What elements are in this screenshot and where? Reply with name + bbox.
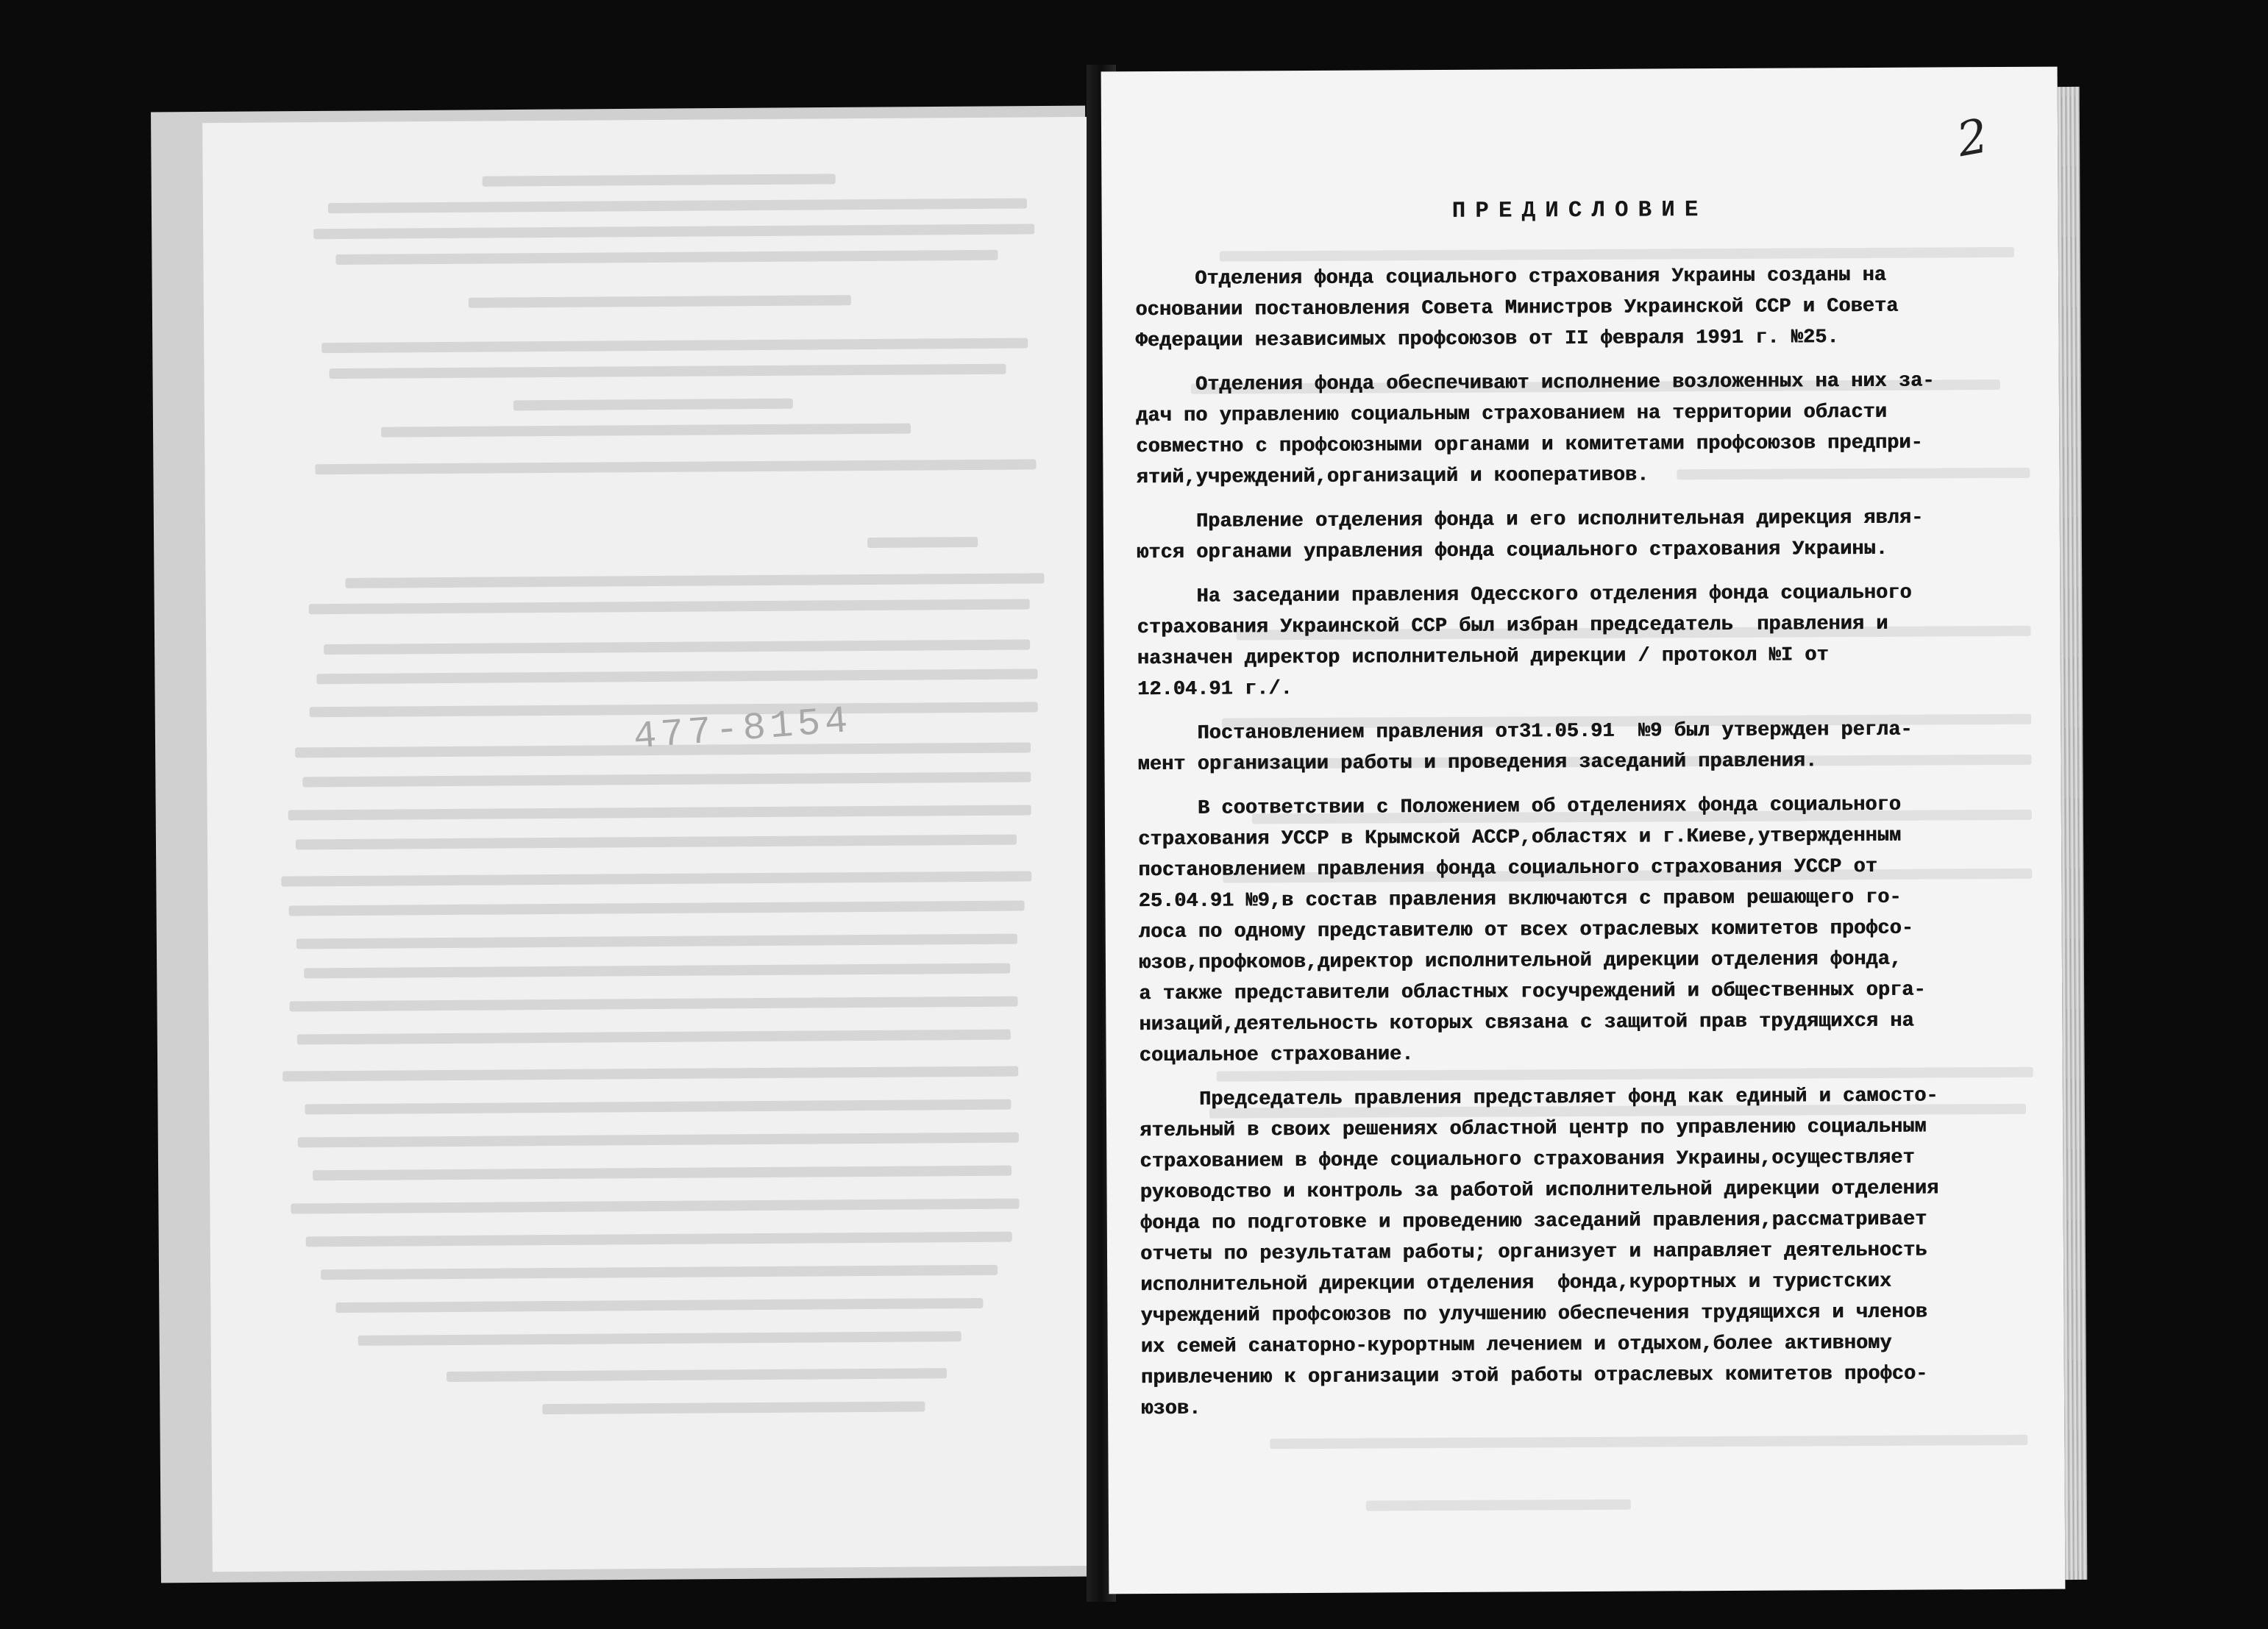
text-line: ются органами управления фонда социального страхования Украины. xyxy=(1136,538,1888,565)
text-line: дач по управлению социальным страхованием на территории области xyxy=(1135,401,1887,428)
right-page xyxy=(1101,67,2066,1594)
text-line: привлечению к организации этой работы отраслевых комитетов профсо- xyxy=(1140,1363,1928,1390)
text-line: учреждений профсоюзов по улучшению обеспечения трудящихся и членов xyxy=(1140,1301,1927,1328)
paragraph-7 xyxy=(1140,1080,2009,1425)
paragraph-4 xyxy=(1137,577,2005,705)
text-line: руководство и контроль за работой исполнительной дирекции отделения xyxy=(1140,1177,1939,1205)
text-line: назначен директор исполнительной дирекции / протокол №I от xyxy=(1137,644,1829,671)
text-line: страхования УССР в Крымской АССР,областях и г.Киеве,утвержденным xyxy=(1137,824,1902,852)
text-line: исполнительной дирекции отделения фонда,курортных и туристских xyxy=(1140,1270,1892,1297)
text-line: постановлением правления фонда социального страхования УССР от xyxy=(1138,855,1877,883)
text-line: юзов. xyxy=(1141,1397,1201,1421)
left-page-show-through-text xyxy=(202,117,1114,1572)
text-line: Председатель правления представляет фонд как единый и самосто- xyxy=(1139,1085,1938,1112)
text-line: 25.04.91 №9,в состав правления включаются с правом решающего го- xyxy=(1138,886,1902,913)
text-line: их семей санаторно-курортным лечением и отдыхом,более активному xyxy=(1140,1332,1892,1359)
text-line: мент организации работы и проведения заседаний правления. xyxy=(1137,750,1818,777)
paragraph-3 xyxy=(1137,502,2005,568)
text-line: юзов,профкомов,директор исполнительной дирекции отделения фонда, xyxy=(1138,948,1902,975)
text-line: Отделения фонда социального страхования Украины созданы на xyxy=(1134,264,1886,291)
text-line: Правление отделения фонда и его исполнительная дирекция явля- xyxy=(1136,507,1924,534)
text-line: лоса по одному представителю от всех отраслевых комитетов профсо- xyxy=(1138,917,1913,944)
text-line: 12.04.91 г./. xyxy=(1137,678,1293,702)
text-line: Постановлением правления от31.05.91 №9 был утвержден регла- xyxy=(1137,719,1913,746)
text-line: низаций,деятельность которых связана с защитой прав трудящихся на xyxy=(1139,1010,1914,1037)
text-line: страхования Украинской ССР был избран председатель правления и xyxy=(1137,613,1888,640)
text-line: а также представители областных госучреждений и общественных орга- xyxy=(1139,979,1926,1006)
text-line: В соответствии с Положением об отделениях фонда социального xyxy=(1137,794,1901,821)
text-line: отчеты по результатам работы; организует и направляет деятельность xyxy=(1140,1239,1927,1266)
paragraph-2 xyxy=(1136,366,2005,493)
text-line: Отделения фонда обеспечивают исполнение возложенных на них за- xyxy=(1135,370,1935,397)
text-line: совместно с профсоюзными органами и комитетами профсоюзов предпри- xyxy=(1136,432,1923,459)
text-line: фонда по подготовке и проведению заседаний правления,рассматривает xyxy=(1140,1208,1927,1236)
open-book xyxy=(156,65,2069,1591)
paragraph-1 xyxy=(1135,260,2004,357)
text-line: основании постановления Совета Министров Украинской ССР и Совета xyxy=(1135,295,1899,322)
left-page xyxy=(202,117,1114,1572)
text-line: ятельный в своих решениях областной центр по управлению социальным xyxy=(1140,1116,1927,1143)
page-number: 2 xyxy=(1953,109,1993,168)
document-body xyxy=(1135,260,2009,1425)
paragraph-6 xyxy=(1138,789,2008,1072)
text-line: социальное страхование. xyxy=(1139,1044,1414,1068)
text-line: На заседании правления Одесского отделения фонда социального xyxy=(1137,582,1912,609)
paragraph-5 xyxy=(1137,714,2005,780)
text-line: ятий,учреждений,организаций и кооперативов. xyxy=(1136,464,1649,490)
text-line: страхованием в фонде социального страхования Украины,осуществляет xyxy=(1140,1147,1915,1174)
handwritten-archive-number: 477-8154 xyxy=(632,699,854,760)
document-title: ПРЕДИСЛОВИЕ xyxy=(1451,197,1708,224)
text-line: Федерации независимых профсоюзов от II февраля 1991 г. №25. xyxy=(1135,327,1839,353)
